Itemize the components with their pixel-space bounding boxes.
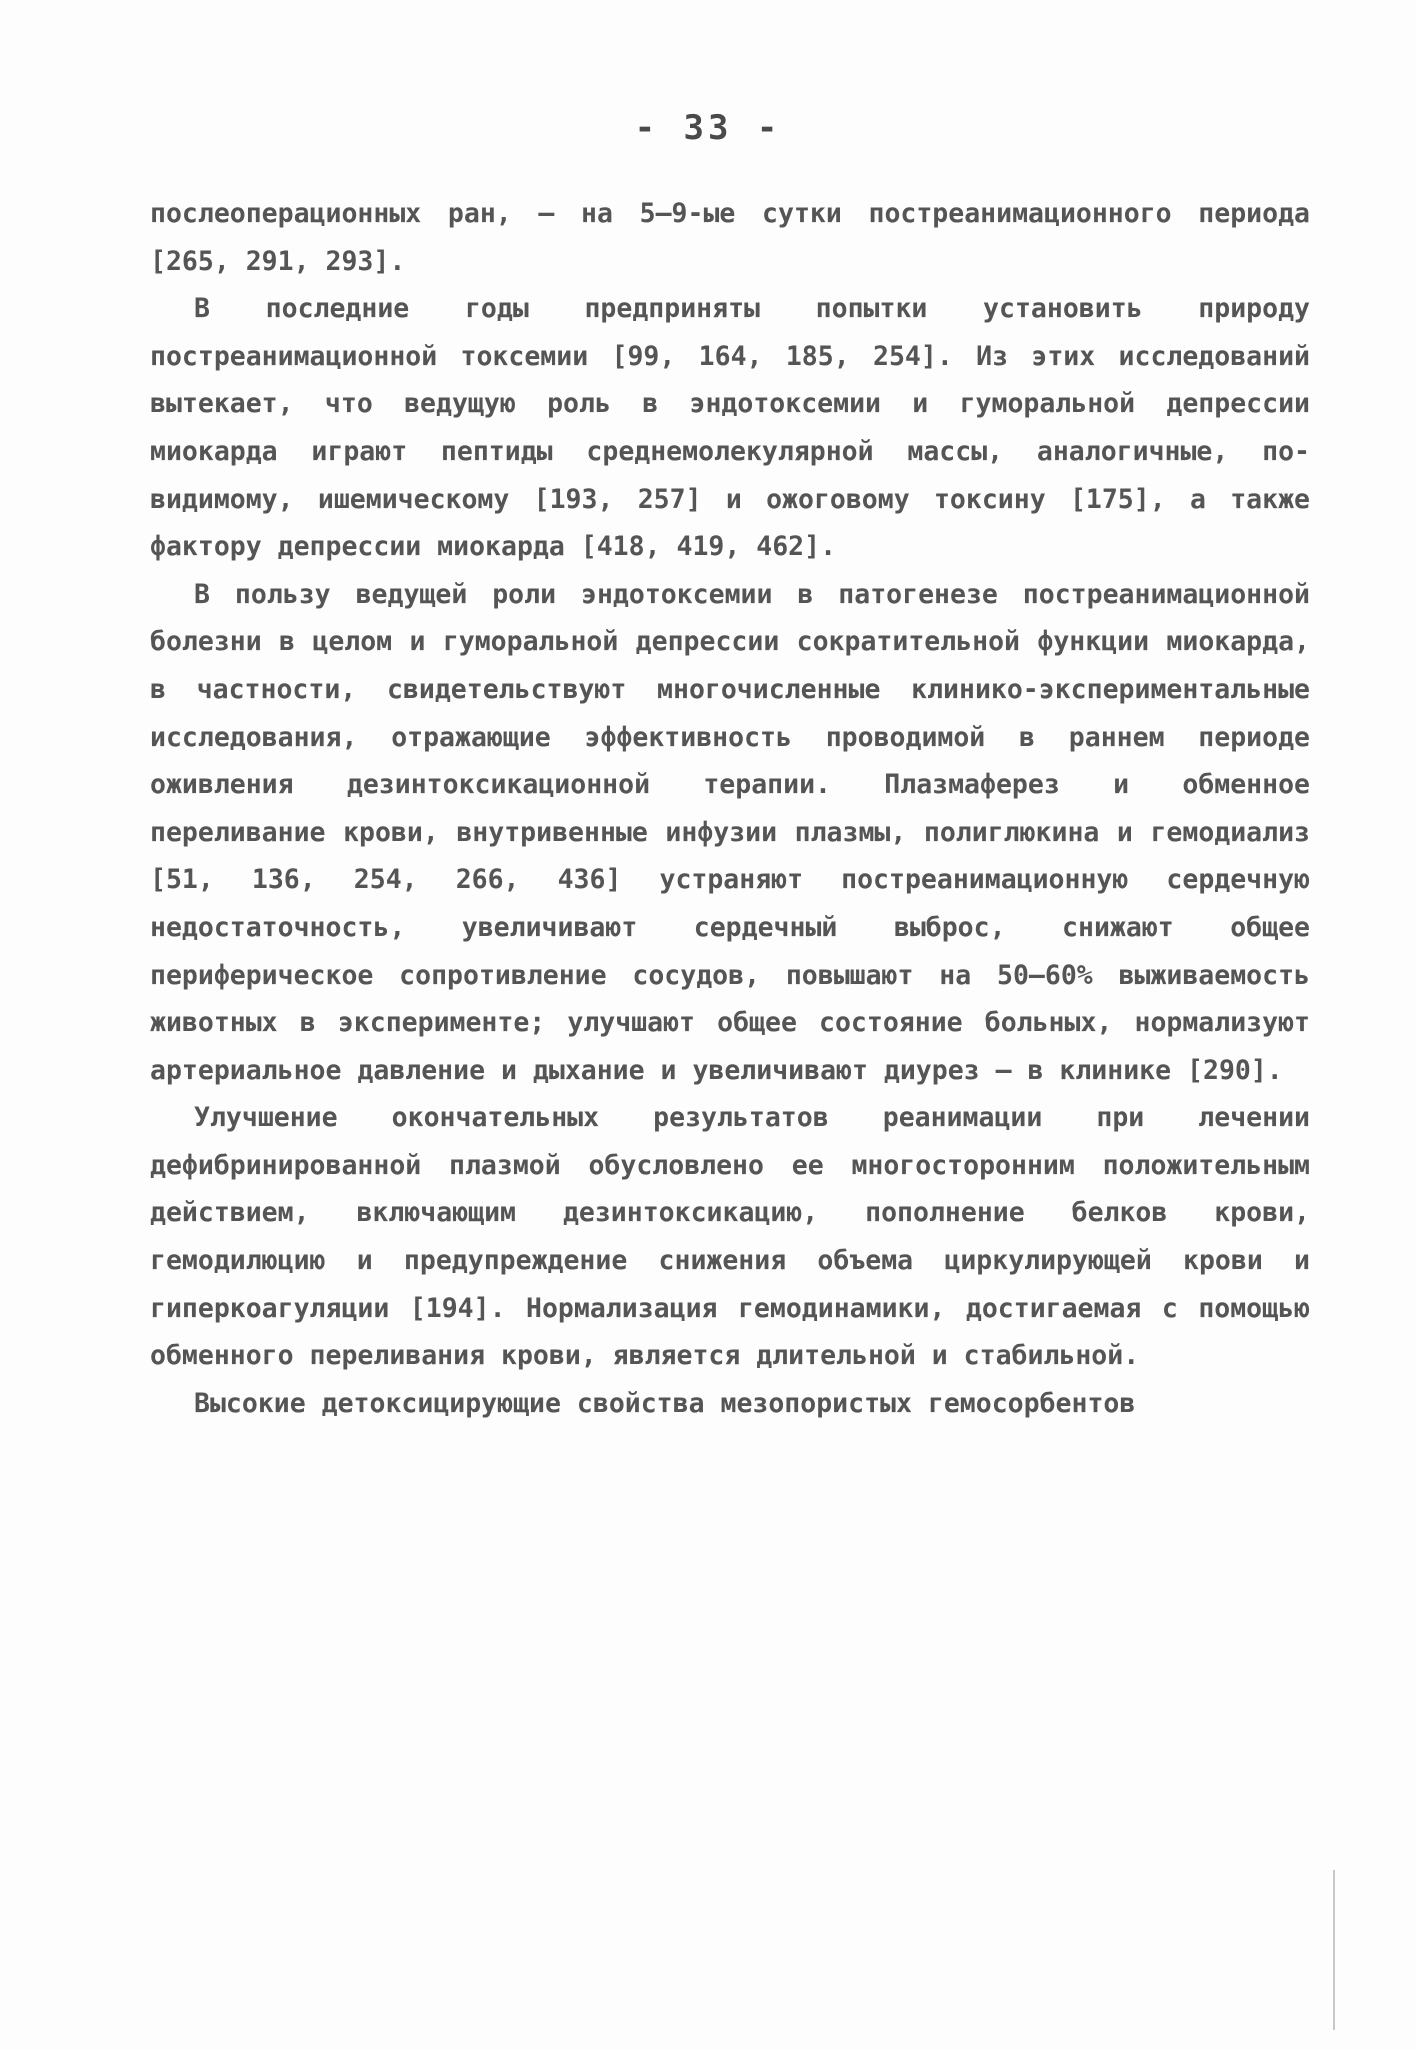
paragraph-endotoxemia-role: В пользу ведущей роли эндотоксемии в патогенезе постреанимационной болезни в целом и гуморальной депрессии сократительной функции миокарда, в частности, свидетельствуют многочисленные клинико-экспериментальные исследования, отражающие эффективность проводимой в раннем периоде оживления дезинтоксикационной терапии. Плазмаферез и обменное переливание крови, внутривенные инфузии плазмы, полиглюкина и гемодиализ [51, 136, 254, 266, 436] устраняют постреанимационную сердечную недостаточность, увеличивают сердечный выброс, снижают общее периферическое сопротивление сосудов, повышают на 50–60% выживаемость животных в эксперименте; улучшают общее состояние больных, нормализуют артериальное давление и дыхание и увеличивают диурез – в клинике [290]. bbox=[150, 578, 1310, 1086]
paragraph-toxemia-nature: В последние годы предприняты попытки установить природу постреанимационной токсемии [99, 164, 185, 254]. Из этих исследований вытекает, что ведущую роль в эндотоксемии и гуморальной депрессии миокарда играют пептиды среднемолекулярной массы, аналогичные, по-видимому, ишемическому [193, 257] и ожоговому токсину [175], а также фактору депрессии миокарда [418, 419, 462]. bbox=[150, 293, 1310, 563]
scan-edge-line bbox=[1333, 1870, 1335, 2030]
paragraph-plasma-treatment: Улучшение окончательных результатов реанимации при лечении дефибринированной плазмой обусловлено ее многосторонним положительным действием, включающим дезинтоксикацию, пополнение белков крови, гемодилюцию и предупреждение снижения объема циркулирующей крови и гиперкоагуляции [194]. Нормализация гемодинамики, достигаемая с помощью обменного переливания крови, является длительной и стабильной. bbox=[150, 1102, 1310, 1372]
paragraph-continuation: послеоперационных ран, – на 5–9-ые сутки постреанимационного периода [265, 291, 293]. bbox=[150, 198, 1310, 277]
page-number: - 33 - bbox=[634, 108, 782, 148]
document-body bbox=[150, 190, 1310, 1427]
paragraph-hemosorbents: Высокие детоксицирующие свойства мезопористых гемосорбентов bbox=[194, 1387, 1136, 1419]
